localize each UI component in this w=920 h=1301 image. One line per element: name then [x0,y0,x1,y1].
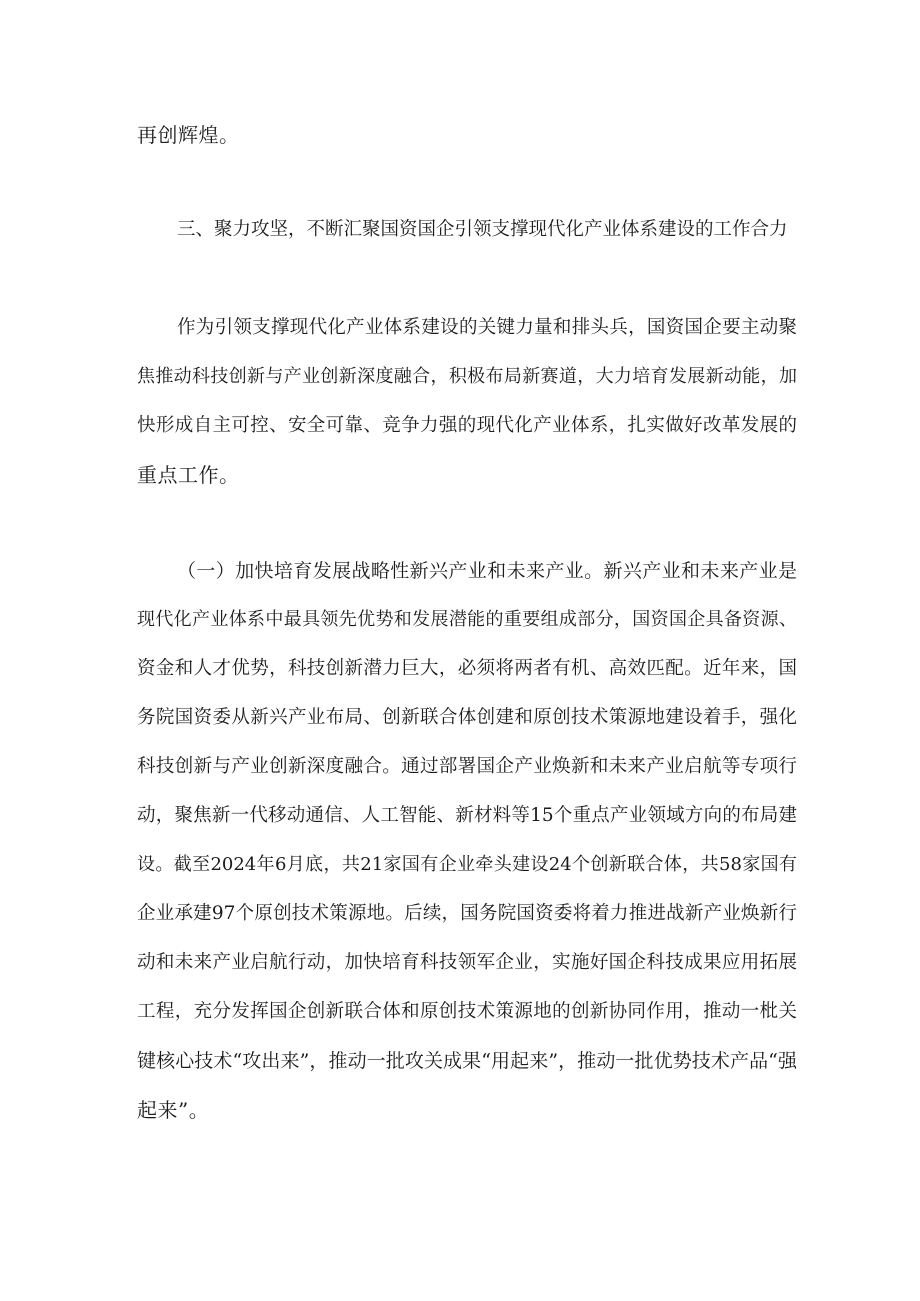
paragraph-line: 资金和人才优势，科技创新潜力巨大，必须将两者有机、高效匹配。近年来，国 [137,658,797,679]
paragraph-line: 动，聚焦新一代移动通信、人工智能、新材料等15个重点产业领域方向的布局建 [137,805,797,826]
paragraph-line: 工程，充分发挥国企创新联合体和原创技术策源地的创新协同作用，推动一枇关 [137,1001,797,1022]
paragraph-line: 动和未来产业启航行动，加快培育科技领军企业，实施好国企科技成果应用拓展 [137,952,797,973]
paragraph-line: （一）加快培育发展战略性新兴产业和未来产业。新兴产业和未来产业是 [177,560,797,582]
paragraph-line: 焦推动科技创新与产业创新深度融合，积极布局新赛道，大力培育发展新动能，加 [137,366,797,387]
paragraph-line: 重点工作。 [137,463,240,487]
paragraph-line: 作为引领支撑现代化产业体系建设的关键力量和排头兵，国资国企要主动聚 [177,317,797,338]
paragraph-line: 起来”。 [137,1098,210,1122]
text-fragment: 再创辉煌。 [137,123,240,147]
paragraph-line: 企业承建97个原创技术策源地。后续，国务院国资委将着力推进战新产业焕新行 [137,903,797,924]
section-heading: 三、聚力攻坚，不断汇聚国资国企引领支撑现代化产业体系建设的工作合力 [177,219,788,240]
paragraph-line: 科技创新与产业创新深度融合。通过部署国企产业焕新和未来产业启航等专项行 [137,756,797,777]
paragraph-line: 设。截至2024年6月底，共21家国有企业牵头建设24个创新联合体，共58家国有 [137,854,797,875]
paragraph-line: 现代化产业体系中最具领先优势和发展潜能的重要组成部分，国资国企具备资源、 [137,609,797,630]
paragraph-line: 务院国资委从新兴产业布局、创新联合体创建和原创技术策源地建设着手，强化 [137,707,797,728]
paragraph-line: 快形成自主可控、安全可靠、竞争力强的现代化产业体系，扎实做好改革发展的 [137,415,797,436]
paragraph-line: 键核心技术“攻出来”，推动一批攻关成果“用起来”，推动一批优势技术产品“强 [137,1050,797,1072]
